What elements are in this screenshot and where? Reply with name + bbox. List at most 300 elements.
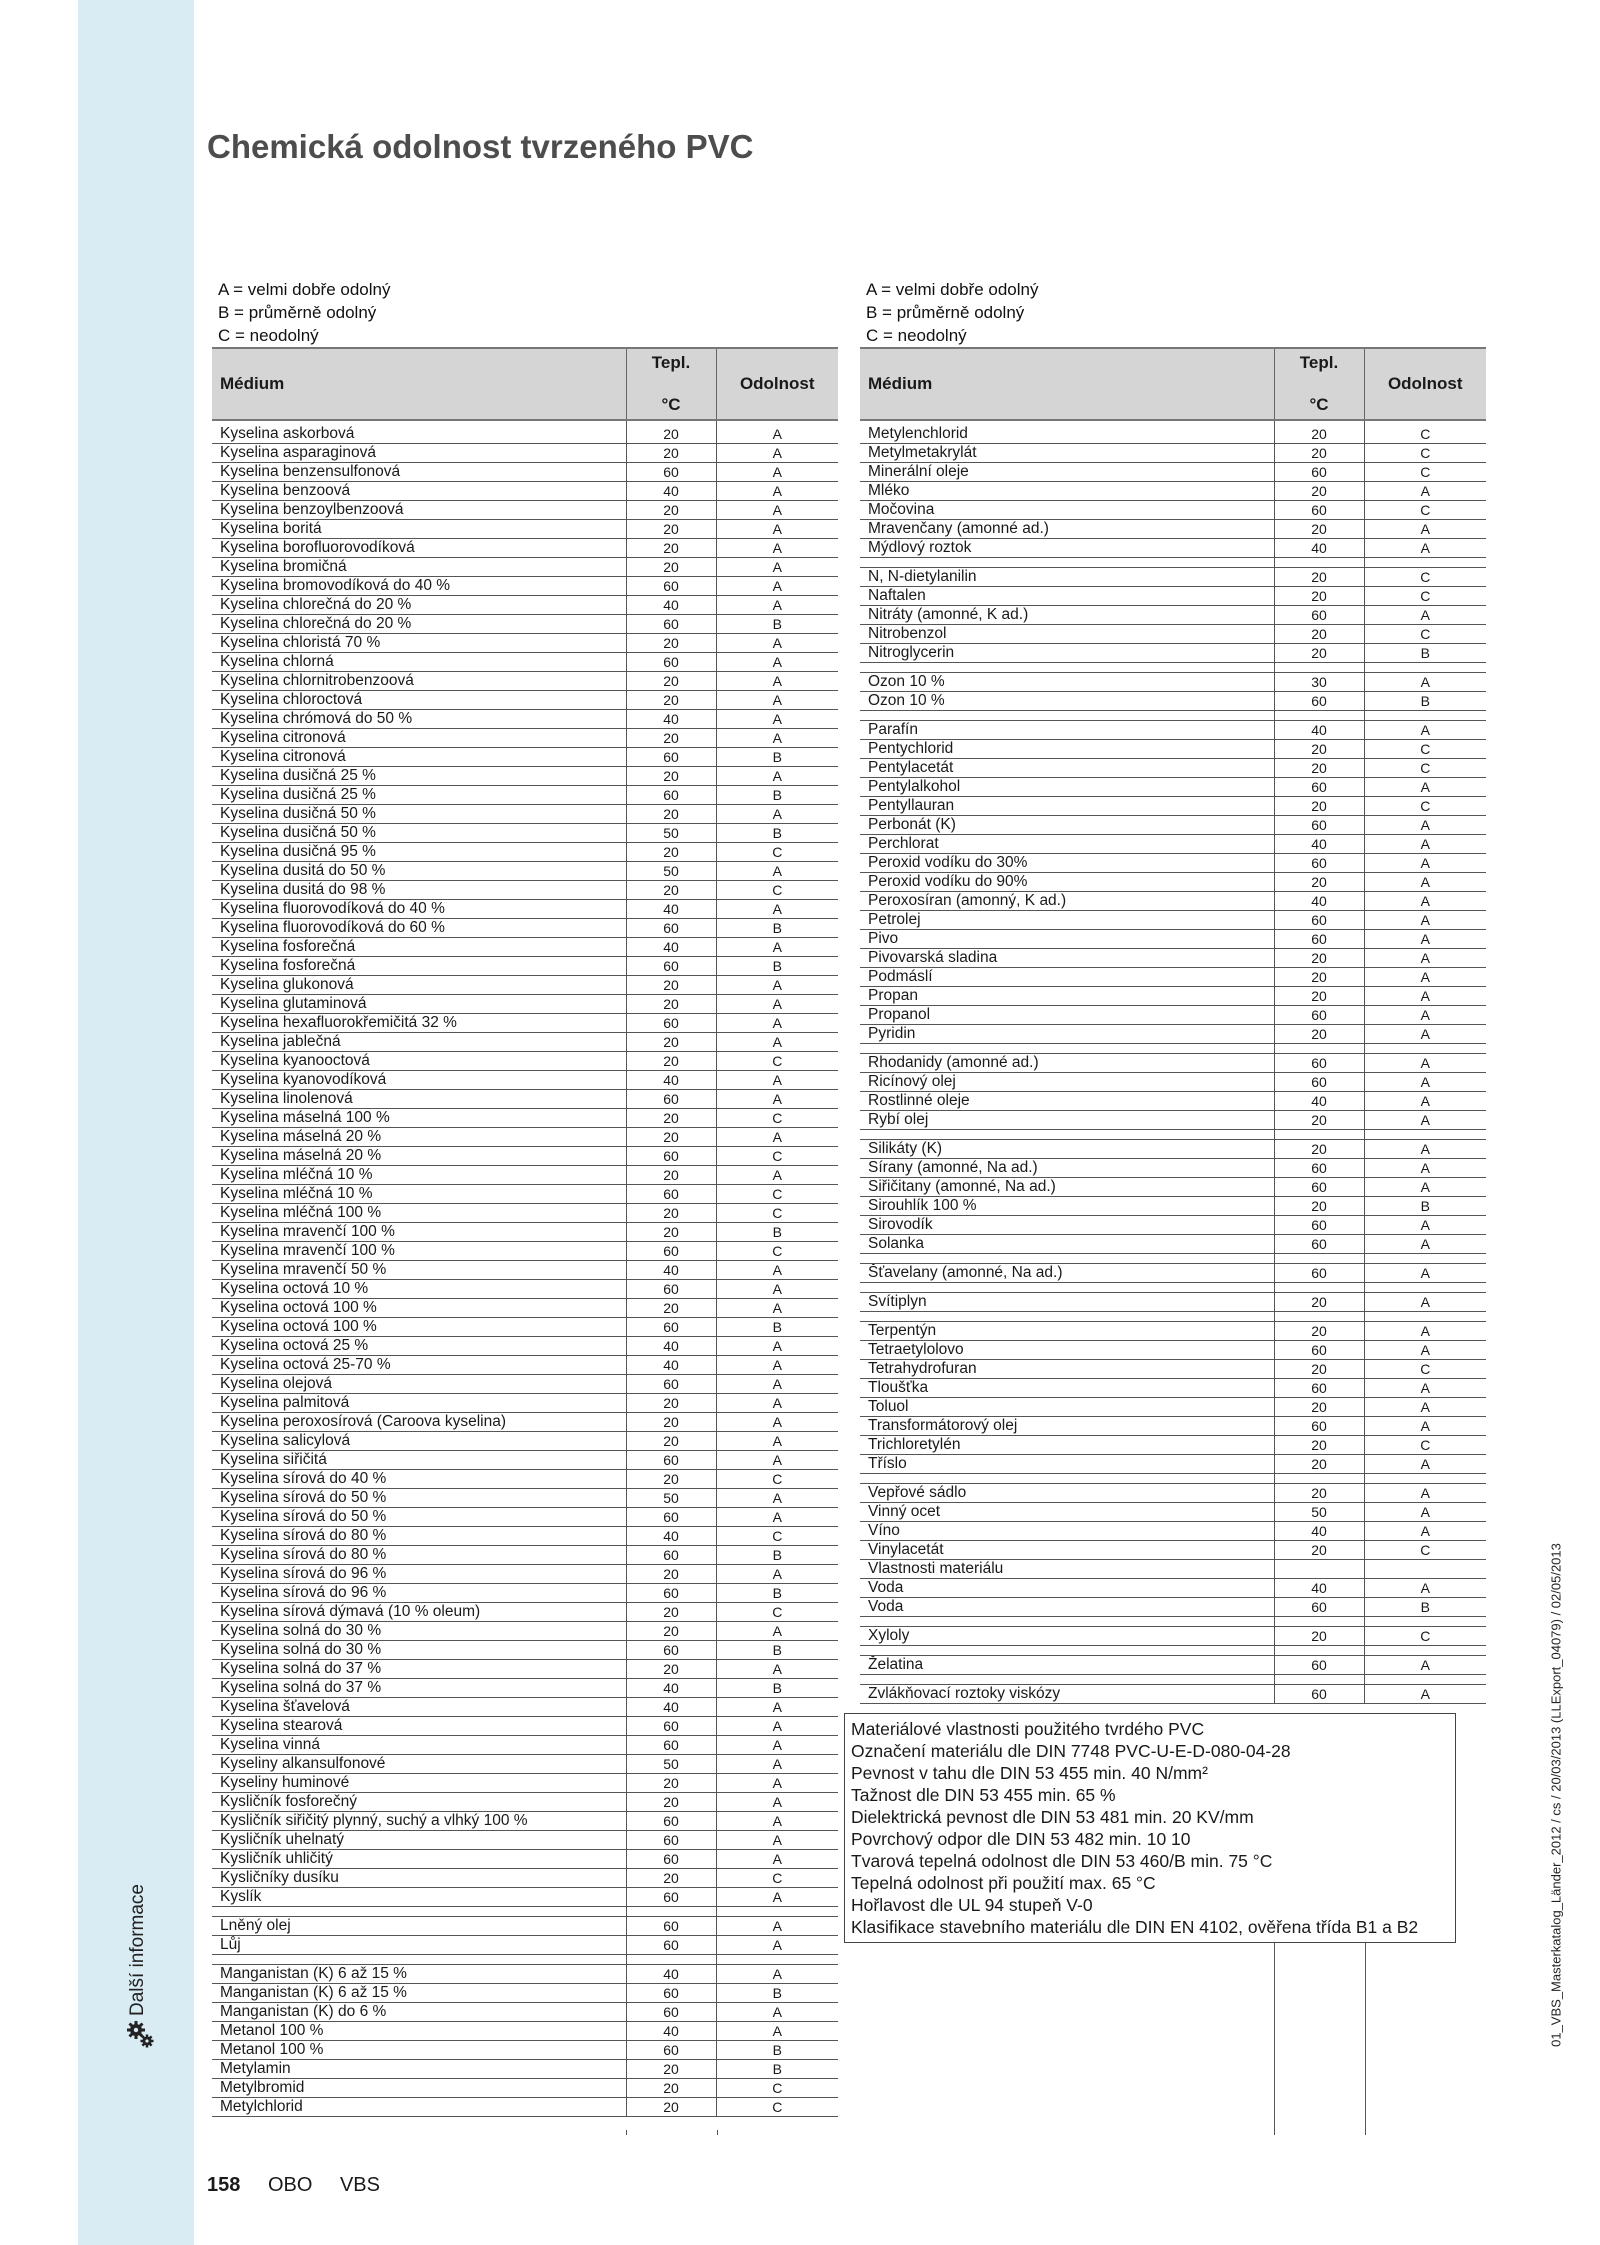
table-row	[212, 672, 838, 691]
resistance-cell: C	[1364, 1541, 1486, 1560]
medium-cell: Metanol 100 %	[212, 2041, 626, 2060]
table-row	[212, 1299, 838, 1318]
document-code: 01_VBS_Masterkatalog_Länder_2012 / cs / 20/03/2013 (LLExport_04079) / 02/05/2013	[1548, 1543, 1564, 2047]
page-number: 158	[207, 2174, 241, 2196]
resistance-cell: A	[716, 862, 838, 881]
medium-cell: Manganistan (K) 6 až 15 %	[212, 1965, 626, 1984]
table-spacer-row	[212, 1955, 838, 1965]
resistance-cell: C	[716, 1147, 838, 1166]
medium-cell: Kyselina solná do 30 %	[212, 1622, 626, 1641]
resistance-cell: A	[1364, 1417, 1486, 1436]
temperature-cell: 60	[626, 1014, 716, 1033]
temperature-cell: 60	[626, 1984, 716, 2003]
table-spacer-row	[860, 1044, 1486, 1054]
medium-cell: Nitroglycerin	[860, 644, 1274, 663]
temperature-cell: 20	[626, 558, 716, 577]
table-row	[212, 957, 838, 976]
medium-cell: Vinný ocet	[860, 1503, 1274, 1522]
table-row	[212, 995, 838, 1014]
table-row	[212, 1394, 838, 1413]
medium-cell	[860, 1130, 1274, 1140]
resistance-cell: A	[1364, 673, 1486, 692]
property-line: Pevnost v tahu dle DIN 53 455 min. 40 N/mm²	[851, 1763, 1208, 1783]
medium-cell: Vlastnosti materiálu	[860, 1560, 1274, 1579]
table-row	[212, 444, 838, 463]
resistance-cell: A	[1364, 1503, 1486, 1522]
medium-cell: Pentychlorid	[860, 740, 1274, 759]
medium-cell: Kyselina sírová do 80 %	[212, 1527, 626, 1546]
medium-cell	[212, 1955, 626, 1965]
medium-cell	[860, 711, 1274, 721]
temperature-cell: 60	[626, 748, 716, 767]
medium-cell: Ricínový olej	[860, 1073, 1274, 1092]
resistance-cell: A	[716, 1375, 838, 1394]
medium-cell	[860, 1044, 1274, 1054]
right-table-body	[860, 420, 1486, 1704]
legend-right	[866, 278, 1038, 347]
table-row	[212, 805, 838, 824]
medium-cell: Kyselina sírová do 96 %	[212, 1584, 626, 1603]
table-row	[212, 1204, 838, 1223]
temperature-cell: 50	[1274, 1503, 1364, 1522]
temperature-cell	[1274, 1312, 1364, 1322]
resistance-cell: A	[1364, 873, 1486, 892]
legend-left	[218, 278, 390, 347]
table-row	[860, 1322, 1486, 1341]
temperature-cell: 60	[626, 1185, 716, 1204]
temperature-cell: 60	[626, 1736, 716, 1755]
table-row	[860, 1178, 1486, 1197]
resistance-cell: B	[716, 1984, 838, 2003]
resistance-cell	[1364, 1617, 1486, 1627]
resistance-cell: A	[1364, 987, 1486, 1006]
medium-cell: Tetrahydrofuran	[860, 1360, 1274, 1379]
resistance-cell	[716, 1955, 838, 1965]
temperature-cell: 20	[626, 1052, 716, 1071]
medium-cell: Kyselina octová 100 %	[212, 1299, 626, 1318]
temperature-cell: 20	[626, 1204, 716, 1223]
resistance-cell: B	[1364, 692, 1486, 711]
sidebar-label: Další informace	[127, 1884, 148, 2016]
table-row	[860, 968, 1486, 987]
table-row	[860, 1216, 1486, 1235]
table-row	[860, 520, 1486, 539]
table-row	[212, 1546, 838, 1565]
table-row	[212, 1185, 838, 1204]
medium-cell: Perchlorat	[860, 835, 1274, 854]
resistance-cell: A	[1364, 1522, 1486, 1541]
table-row	[212, 1261, 838, 1280]
temperature-cell: 60	[626, 1546, 716, 1565]
resistance-cell: A	[1364, 482, 1486, 501]
temperature-cell: 20	[626, 1603, 716, 1622]
temperature-cell: 20	[1274, 1025, 1364, 1044]
medium-cell: Voda	[860, 1579, 1274, 1598]
medium-cell: Kyselina chlorná	[212, 653, 626, 672]
table-row	[212, 1071, 838, 1090]
medium-cell: Petrolej	[860, 911, 1274, 930]
medium-cell: Kysličník fosforečný	[212, 1793, 626, 1812]
temperature-cell: 20	[626, 767, 716, 786]
temperature-cell: 40	[1274, 539, 1364, 558]
temperature-cell: 40	[1274, 1579, 1364, 1598]
temperature-cell: 50	[626, 1755, 716, 1774]
temperature-cell: 60	[1274, 1216, 1364, 1235]
temperature-cell: 60	[626, 1242, 716, 1261]
table-row	[212, 2022, 838, 2041]
resistance-cell: C	[716, 881, 838, 900]
temperature-cell: 30	[1274, 673, 1364, 692]
table-row	[212, 1280, 838, 1299]
resistance-cell: A	[716, 1888, 838, 1907]
medium-cell: Kyselina stearová	[212, 1717, 626, 1736]
resistance-cell: C	[1364, 463, 1486, 482]
temperature-cell: 20	[626, 520, 716, 539]
resistance-cell	[1364, 1130, 1486, 1140]
resistance-cell: C	[716, 2098, 838, 2117]
resistance-cell	[1364, 1675, 1486, 1685]
medium-cell: Mléko	[860, 482, 1274, 501]
resistance-cell: C	[1364, 420, 1486, 444]
resistance-cell: A	[716, 1033, 838, 1052]
temperature-cell	[1274, 663, 1364, 673]
resistance-cell: A	[1364, 1092, 1486, 1111]
resistance-cell: A	[716, 1736, 838, 1755]
temperature-cell: 20	[626, 1109, 716, 1128]
medium-cell: Kyselina dusičná 25 %	[212, 767, 626, 786]
table-row	[860, 539, 1486, 558]
temperature-cell: 40	[626, 1071, 716, 1090]
resistance-cell: A	[1364, 1293, 1486, 1312]
table-row	[212, 824, 838, 843]
medium-cell: Želatina	[860, 1656, 1274, 1675]
resistance-cell: A	[1364, 949, 1486, 968]
resistance-cell: A	[1364, 1006, 1486, 1025]
resistance-cell: A	[1364, 930, 1486, 949]
medium-cell: Pentylacetát	[860, 759, 1274, 778]
temperature-cell: 60	[626, 919, 716, 938]
temperature-cell: 20	[1274, 968, 1364, 987]
resistance-cell: A	[716, 653, 838, 672]
medium-cell: Kyselina fluorovodíková do 60 %	[212, 919, 626, 938]
medium-cell: Kyselina mléčná 10 %	[212, 1185, 626, 1204]
temperature-cell: 50	[626, 1489, 716, 1508]
medium-cell: Pentyllauran	[860, 797, 1274, 816]
resistance-cell: A	[716, 805, 838, 824]
resistance-cell: A	[716, 501, 838, 520]
resistance-cell: A	[1364, 1216, 1486, 1235]
medium-cell: Silikáty (K)	[860, 1140, 1274, 1159]
temperature-cell: 20	[626, 1774, 716, 1793]
table-row	[212, 2098, 838, 2117]
medium-cell: Víno	[860, 1522, 1274, 1541]
temperature-cell: 20	[626, 672, 716, 691]
temperature-cell: 20	[626, 1432, 716, 1451]
legend-c: C = neodolný	[218, 326, 319, 345]
table-row	[212, 2041, 838, 2060]
table-row	[860, 1092, 1486, 1111]
resistance-cell: A	[1364, 1025, 1486, 1044]
temperature-cell: 20	[626, 1660, 716, 1679]
table-row	[212, 881, 838, 900]
medium-cell: Sirovodík	[860, 1216, 1274, 1235]
medium-cell: Zvlákňovací roztoky viskózy	[860, 1685, 1274, 1704]
page-title: Chemická odolnost tvrzeného PVC	[207, 128, 754, 165]
resistance-cell: A	[1364, 1264, 1486, 1283]
resistance-cell: A	[716, 1014, 838, 1033]
temperature-cell: 20	[1274, 1484, 1364, 1503]
resistance-cell: A	[716, 444, 838, 463]
resistance-cell: A	[716, 1280, 838, 1299]
table-row	[212, 1831, 838, 1850]
table-row	[860, 1560, 1486, 1579]
resistance-cell: B	[716, 615, 838, 634]
medium-cell: Tloušťka	[860, 1379, 1274, 1398]
table-row	[212, 1603, 838, 1622]
resistance-cell: A	[716, 1090, 838, 1109]
table-row	[212, 1660, 838, 1679]
medium-cell: Kyselina fosforečná	[212, 938, 626, 957]
temperature-cell: 60	[626, 1318, 716, 1337]
temperature-cell: 60	[626, 1090, 716, 1109]
temperature-cell: 40	[1274, 892, 1364, 911]
table-row	[212, 2003, 838, 2022]
temperature-cell: 40	[626, 482, 716, 501]
resistance-cell: A	[1364, 1341, 1486, 1360]
medium-cell: Metylmetakrylát	[860, 444, 1274, 463]
header-medium: Médium	[212, 348, 626, 420]
resistance-cell: A	[716, 1071, 838, 1090]
medium-cell: Kyselina askorbová	[212, 420, 626, 444]
medium-cell: Kyselina kyanooctová	[212, 1052, 626, 1071]
resistance-cell: A	[716, 577, 838, 596]
temperature-cell: 20	[626, 1299, 716, 1318]
table-row	[212, 1717, 838, 1736]
temperature-cell: 60	[626, 1375, 716, 1394]
resistance-cell: C	[716, 1204, 838, 1223]
material-properties-box	[844, 1713, 1456, 1943]
temperature-cell	[1274, 1675, 1364, 1685]
resistance-cell: B	[716, 1641, 838, 1660]
gears-icon	[124, 2018, 156, 2050]
resistance-cell: A	[1364, 911, 1486, 930]
medium-cell: Xyloly	[860, 1627, 1274, 1646]
legend-a: A = velmi dobře odolný	[866, 280, 1039, 299]
table-row	[212, 1356, 838, 1375]
medium-cell: Ozon 10 %	[860, 692, 1274, 711]
temperature-cell: 20	[626, 881, 716, 900]
medium-cell: Kyselina chlorečná do 20 %	[212, 615, 626, 634]
medium-cell: Kyselina sírová do 50 %	[212, 1489, 626, 1508]
temperature-cell: 20	[626, 1565, 716, 1584]
medium-cell: Kyselina dusičná 25 %	[212, 786, 626, 805]
table-row	[212, 1052, 838, 1071]
temperature-cell: 20	[1274, 568, 1364, 587]
temperature-cell: 60	[1274, 501, 1364, 520]
resistance-cell: A	[716, 1508, 838, 1527]
medium-cell: Kyselina sírová do 40 %	[212, 1470, 626, 1489]
medium-cell: Tříslo	[860, 1455, 1274, 1474]
property-line: Klasifikace stavebního materiálu dle DIN EN 4102, ověřena třída B1 a B2	[851, 1917, 1419, 1937]
temperature-cell	[1274, 1130, 1364, 1140]
medium-cell: Kyselina dusičná 50 %	[212, 805, 626, 824]
resistance-cell: A	[1364, 1159, 1486, 1178]
medium-cell: Kyselina máselná 20 %	[212, 1128, 626, 1147]
table-row	[212, 596, 838, 615]
temperature-cell	[1274, 711, 1364, 721]
table-row	[212, 1888, 838, 1907]
temperature-cell	[1274, 1617, 1364, 1627]
table-row	[212, 2060, 838, 2079]
table-spacer-row	[860, 1646, 1486, 1656]
resistance-cell: A	[1364, 1398, 1486, 1417]
temperature-cell: 20	[626, 995, 716, 1014]
medium-cell: Rybí olej	[860, 1111, 1274, 1130]
medium-cell: Kysličník siřičitý plynný, suchý a vlhký 100 %	[212, 1812, 626, 1831]
table-row	[860, 949, 1486, 968]
resistance-cell: A	[716, 1432, 838, 1451]
table-row	[212, 1147, 838, 1166]
table-row	[860, 1025, 1486, 1044]
table-row	[212, 420, 838, 444]
table-spacer-row	[860, 558, 1486, 568]
medium-cell: Kyselina glutaminová	[212, 995, 626, 1014]
table-row	[212, 900, 838, 919]
table-row	[860, 644, 1486, 663]
temperature-cell: 20	[626, 420, 716, 444]
medium-cell: Voda	[860, 1598, 1274, 1617]
temperature-cell: 60	[1274, 1006, 1364, 1025]
resistance-cell	[1364, 663, 1486, 673]
table-row	[860, 1341, 1486, 1360]
table-row	[212, 1470, 838, 1489]
resistance-cell: A	[716, 1166, 838, 1185]
temperature-cell: 20	[1274, 1541, 1364, 1560]
medium-cell: Pivo	[860, 930, 1274, 949]
medium-cell: Kyselina mléčná 10 %	[212, 1166, 626, 1185]
resistance-cell	[1364, 1044, 1486, 1054]
medium-cell: Kyselina sírová dýmavá (10 % oleum)	[212, 1603, 626, 1622]
resistance-cell: C	[716, 1869, 838, 1888]
legend-b: B = průměrně odolný	[218, 303, 377, 322]
table-row	[860, 854, 1486, 873]
resistance-cell: C	[716, 1185, 838, 1204]
table-row	[860, 721, 1486, 740]
medium-cell: Kyselina octová 25-70 %	[212, 1356, 626, 1375]
table-row	[212, 558, 838, 577]
table-row	[212, 501, 838, 520]
table-row	[860, 1159, 1486, 1178]
resistance-cell	[1364, 1474, 1486, 1484]
resistance-cell: B	[1364, 1197, 1486, 1216]
legend-b: B = průměrně odolný	[866, 303, 1025, 322]
temperature-cell: 20	[1274, 1455, 1364, 1474]
resistance-cell: A	[716, 463, 838, 482]
temperature-cell: 20	[1274, 444, 1364, 463]
table-row	[212, 1965, 838, 1984]
table-row	[860, 444, 1486, 463]
temperature-cell: 60	[1274, 911, 1364, 930]
temperature-cell: 50	[626, 824, 716, 843]
resistance-cell: A	[716, 710, 838, 729]
property-line: Dielektrická pevnost dle DIN 53 481 min. 20 KV/mm	[851, 1807, 1254, 1827]
table-row	[212, 1128, 838, 1147]
header-temperature	[626, 348, 716, 420]
table-row	[860, 463, 1486, 482]
temperature-cell: 20	[626, 501, 716, 520]
temperature-cell: 20	[1274, 740, 1364, 759]
table-row	[860, 1455, 1486, 1474]
medium-cell: Kyselina solná do 37 %	[212, 1660, 626, 1679]
resistance-cell: A	[1364, 1579, 1486, 1598]
table-spacer-row	[860, 711, 1486, 721]
temperature-cell: 60	[626, 463, 716, 482]
table-row	[860, 1379, 1486, 1398]
temperature-cell: 20	[626, 539, 716, 558]
table-spacer-row	[860, 1254, 1486, 1264]
table-row	[212, 1033, 838, 1052]
medium-cell: Kyselina kyanovodíková	[212, 1071, 626, 1090]
medium-cell: Kyselina dusitá do 98 %	[212, 881, 626, 900]
medium-cell: Manganistan (K) do 6 %	[212, 2003, 626, 2022]
table-row	[212, 1451, 838, 1470]
temperature-cell: 20	[1274, 1197, 1364, 1216]
table-row	[212, 1917, 838, 1936]
temperature-cell: 60	[1274, 1379, 1364, 1398]
resistance-cell: A	[716, 767, 838, 786]
table-row	[212, 1489, 838, 1508]
resistance-cell: A	[1364, 606, 1486, 625]
temperature-cell: 60	[626, 957, 716, 976]
table-row	[860, 568, 1486, 587]
resistance-cell: A	[716, 672, 838, 691]
temperature-cell: 60	[1274, 1073, 1364, 1092]
header-resistance: Odolnost	[1364, 348, 1486, 420]
resistance-cell: C	[1364, 1436, 1486, 1455]
resistance-cell: C	[716, 1527, 838, 1546]
table-row	[860, 1417, 1486, 1436]
table-row	[212, 1565, 838, 1584]
medium-cell: Kyselina olejová	[212, 1375, 626, 1394]
resistance-cell: A	[1364, 968, 1486, 987]
table-row	[860, 1503, 1486, 1522]
resistance-cell: B	[716, 824, 838, 843]
resistance-cell: A	[716, 1356, 838, 1375]
resistance-cell: A	[716, 1812, 838, 1831]
table-row	[212, 1622, 838, 1641]
temperature-cell: 40	[626, 2022, 716, 2041]
resistance-cell: C	[716, 843, 838, 862]
resistance-cell: A	[716, 1717, 838, 1736]
medium-cell	[860, 1617, 1274, 1627]
resistance-cell: A	[1364, 1111, 1486, 1130]
resistance-cell: C	[716, 1052, 838, 1071]
temperature-cell: 20	[1274, 644, 1364, 663]
table-row	[212, 1812, 838, 1831]
medium-cell: Kyselina salicylová	[212, 1432, 626, 1451]
table-row	[860, 1235, 1486, 1254]
resistance-cell	[1364, 1560, 1486, 1579]
table-row	[860, 1197, 1486, 1216]
temperature-cell: 40	[626, 710, 716, 729]
medium-cell: Kysličníky dusíku	[212, 1869, 626, 1888]
medium-cell: Parafín	[860, 721, 1274, 740]
legend-c: C = neodolný	[866, 326, 967, 345]
table-row	[212, 1679, 838, 1698]
medium-cell: Siřičitany (amonné, Na ad.)	[860, 1178, 1274, 1197]
medium-cell: Pivovarská sladina	[860, 949, 1274, 968]
medium-cell: Kyselina octová 25 %	[212, 1337, 626, 1356]
